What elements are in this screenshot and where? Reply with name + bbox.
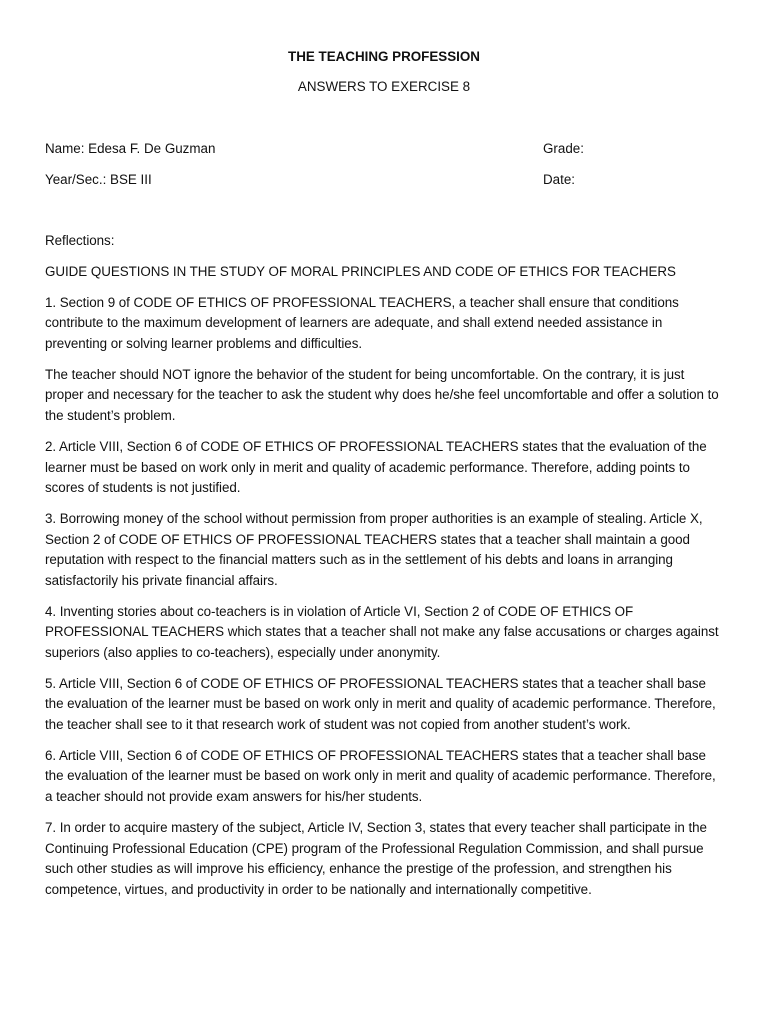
paragraph-6: 6. Article VIII, Section 6 of CODE OF ETHICS OF PROFESSIONAL TEACHERS states that a teacher shall base the evaluation of the learner must be based on work only in merit and quality of academic performance. Therefore, a teacher should not provide exam answers for his/her students. xyxy=(45,747,716,805)
date-label: Date: xyxy=(543,172,576,187)
paragraph-5: 5. Article VIII, Section 6 of CODE OF ETHICS OF PROFESSIONAL TEACHERS states that a teacher shall base the evaluation of the learner must be based on work only in merit and quality of academic performance. Therefore, the teacher shall see to it that research work of student was not copied from another student’s work. xyxy=(45,675,716,732)
paragraph-3: 3. Borrowing money of the school without permission from proper authorities is an example of stealing. Article X, Section 2 of CODE OF ETHICS OF PROFESSIONAL TEACHERS states that a teacher shall maintain a good reputation with respect to the financial matters such as in the settlement of his debts and loans in arranging satisfactorily his private financial affairs. xyxy=(45,511,703,588)
paragraph-1-answer: The teacher should NOT ignore the behavior of the student for being uncomfortable. On the contrary, it is just proper and necessary for the teacher to ask the student why does he/she feel uncomfortable and offer a solution to the student’s problem. xyxy=(45,366,719,424)
paragraph-1: 1. Section 9 of CODE OF ETHICS OF PROFESSIONAL TEACHERS, a teacher shall ensure that conditions contribute to the maximum development of learners are adequate, and shall extend needed assistance in preventing or solving learner problems and difficulties. xyxy=(45,294,679,351)
paragraph-4: 4. Inventing stories about co-teachers is in violation of Article VI, Section 2 of CODE OF ETHICS OF PROFESSIONAL TEACHERS which states that a teacher shall not make any false accusations or charges against superiors (also applies to co-teachers), especially under anonymity. xyxy=(45,603,719,660)
grade-label: Grade: xyxy=(543,141,584,156)
document-subtitle: ANSWERS TO EXERCISE 8 xyxy=(297,79,471,94)
document-body xyxy=(45,231,725,911)
document-title: THE TEACHING PROFESSION xyxy=(288,49,480,64)
guide-heading: GUIDE QUESTIONS IN THE STUDY OF MORAL PRINCIPLES AND CODE OF ETHICS FOR TEACHERS xyxy=(45,263,676,279)
paragraph-2: 2. Article VIII, Section 6 of CODE OF ETHICS OF PROFESSIONAL TEACHERS states that the evaluation of the learner must be based on work only in merit and quality of academic performance. Therefore, adding points to scores of students is not justified. xyxy=(45,438,707,496)
paragraph-7: 7. In order to acquire mastery of the subject, Article IV, Section 3, states that every teacher shall participate in the Continuing Professional Education (CPE) program of the Professional Regulation Commission, and shall pursue such other studies as will improve his efficiency, enhance the prestige of the profession, and strengthen his competence, virtues, and productivity in order to be nationally and internationally competitive. xyxy=(45,819,707,897)
year-section: Year/Sec.: BSE III xyxy=(45,172,152,187)
reflections-label: Reflections: xyxy=(45,233,115,248)
student-name: Name: Edesa F. De Guzman xyxy=(45,141,216,156)
